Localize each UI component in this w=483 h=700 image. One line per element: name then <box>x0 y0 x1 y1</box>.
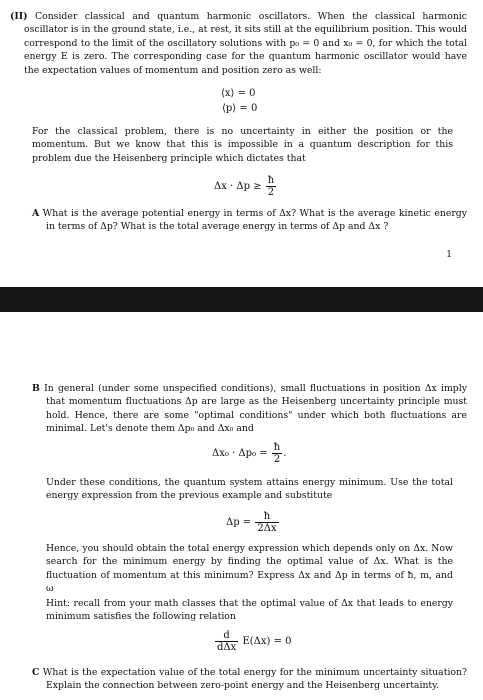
eq-min-fraction <box>272 442 282 465</box>
heisenberg-lhs: Δx · Δp ≥ <box>214 181 262 192</box>
equation-dp-substitution <box>226 511 280 534</box>
eq-deriv-rhs: E(Δx) = 0 <box>242 636 292 647</box>
equation-x-expectation: ⟨x⟩ = 0 <box>221 88 256 99</box>
eq-min-tail: . <box>283 448 287 459</box>
page-number: 1 <box>446 250 452 260</box>
eq-dp-lhs: Δp = <box>226 517 252 528</box>
hence-paragraph: Hence, you should obtain the total energy expression which depends only on Δx. Now search for the minimum energy by finding the optimal value of Δx. What is the fluctuation of momentum at this minimum? Express Δx and Δp in terms of ħ, m, and ω <box>46 543 453 595</box>
eq-dp-denominator: 2Δx <box>257 523 277 534</box>
under-conditions-paragraph: Under these conditions, the quantum system attains energy minimum. Use the total energy expression from the previous example and substitute <box>46 477 453 502</box>
equation-derivative <box>214 630 292 653</box>
eq-min-lhs: Δx₀ · Δp₀ = <box>212 448 268 459</box>
intro-label: (II) <box>10 11 28 22</box>
page-2 <box>0 312 483 700</box>
page-1 <box>0 0 483 287</box>
page-separator <box>0 287 483 312</box>
equation-minimum-uncertainty <box>212 442 286 465</box>
eq-dp-fraction <box>255 511 278 534</box>
heisenberg-numerator: ħ <box>267 175 275 186</box>
eq-deriv-numerator: d <box>215 630 238 642</box>
eq-min-denominator: 2 <box>273 454 281 465</box>
question-b-text: In general (under some unspecified conditions), small fluctuations in position Δx imply that momentum fluctuations Δp are large as the Heisenberg uncertainty principle must hold. Hence, there are some "optimal conditions" under which both fluctuations are minimal. Let's denote them Δp₀ and Δx₀ and <box>44 383 467 435</box>
eq-deriv-fraction <box>215 630 238 653</box>
hint-paragraph: Hint: recall from your math classes that the optimal value of Δx that leads to energy minimum satisfies the following relation <box>46 598 453 623</box>
eq-dp-numerator: ħ <box>255 511 278 523</box>
eq-min-numerator: ħ <box>273 442 281 453</box>
question-a-text: What is the average potential energy in terms of Δx? What is the average kinetic energy in terms of Δp? What is the total average energy in terms of Δp and Δx ? <box>42 208 467 233</box>
eq-deriv-denominator: dΔx <box>217 642 237 653</box>
intro-paragraph <box>10 10 467 77</box>
question-a-label: A <box>32 208 40 219</box>
heisenberg-equation <box>214 175 277 198</box>
question-b-label: B <box>32 383 40 394</box>
question-a <box>32 207 467 234</box>
question-c <box>32 666 467 693</box>
question-c-label: C <box>32 667 40 678</box>
intro-text: Consider classical and quantum harmonic oscillators. When the classical harmonic oscillator is in the ground state, i.e., at rest, it sits still at the equilibrium position. This would correspond to the limit of the oscillatory solutions with p₀ = 0 and x₀ = 0, for which the total energy E is zero. The corresponding case for the quantum harmonic oscillator would have the expectation values of momentum and position zero as well: <box>24 11 467 76</box>
heisenberg-denominator: 2 <box>267 187 275 198</box>
question-b <box>32 382 467 436</box>
heisenberg-fraction <box>266 175 276 198</box>
question-c-text: What is the expectation value of the total energy for the minimum uncertainty situation? Explain the connection between zero-point energy and the Heisenberg uncertainty. <box>42 667 467 692</box>
classical-paragraph: For the classical problem, there is no uncertainty in either the position or the momentum. But we know that this is impossible in a quantum description for this problem due the Heisenberg principle which dictates that <box>32 126 453 164</box>
equation-p-expectation: ⟨p⟩ = 0 <box>222 103 258 114</box>
